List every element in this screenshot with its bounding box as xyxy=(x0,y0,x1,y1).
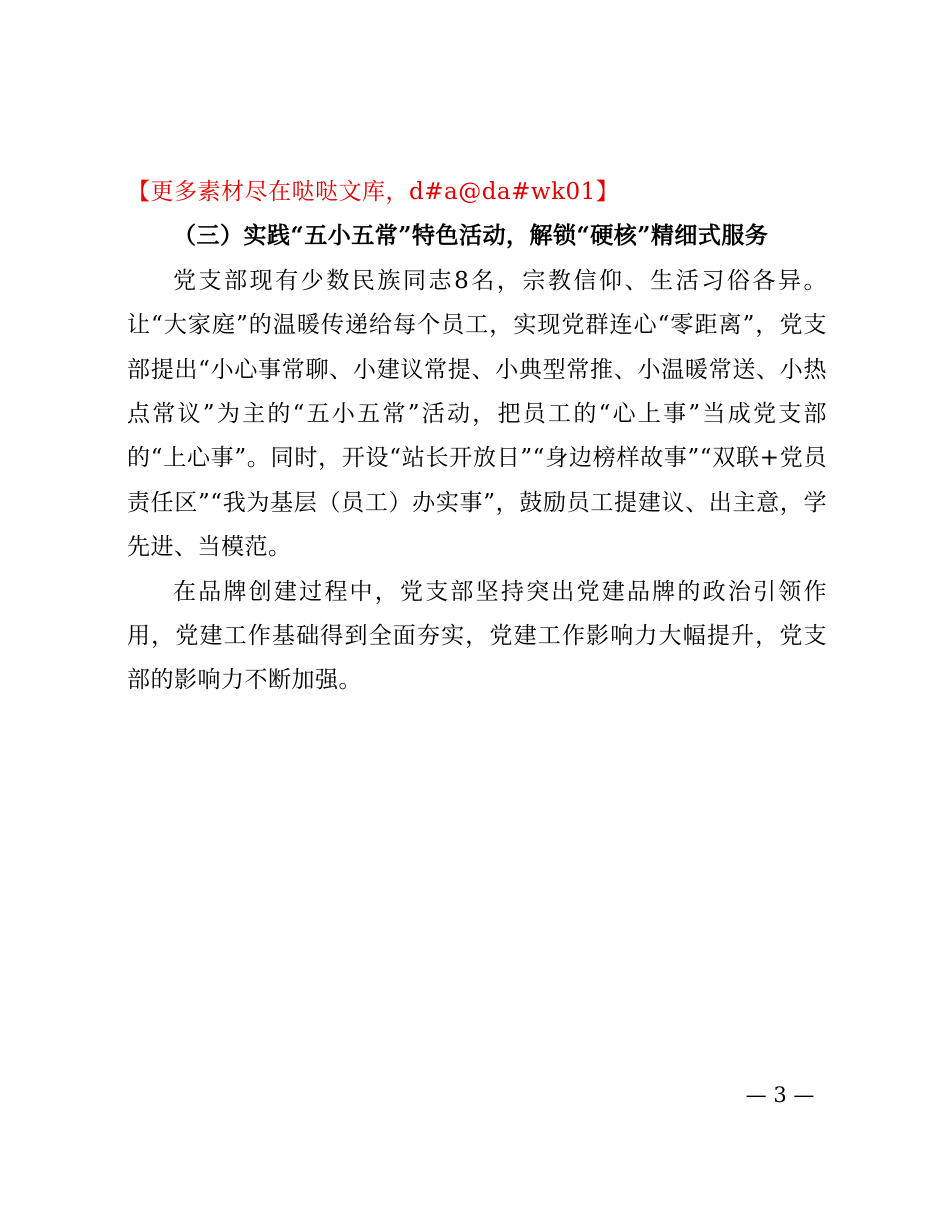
section-heading: （三）实践“五小五常”特色活动，解锁“硬核”精细式服务 xyxy=(173,222,769,250)
body-paragraph: 在品牌创建过程中，党支部坚持突出党建品牌的政治引领作用，党建工作基础得到全面夯实，党建工作影响力大幅提升，党支部的影响力不断加强。 xyxy=(127,578,827,694)
body-paragraph: 党支部现有少数民族同志8名，宗教信仰、生活习俗各异。让“大家庭”的温暖传递给每个员工，实现党群连心“零距离”，党支部提出“小心事常聊、小建议常提、小典型常推、小温暖常送、小热点常议”为主的“五小五常”活动，把员工的“心上事”当成党支部的“上心事”。同时，开设“站长开放日”“身边榜样故事”“双联+党员责任区”“我为基层（员工）办实事”，鼓励员工提建议、出主意，学先进、当模范。 xyxy=(127,267,827,561)
document-body xyxy=(127,170,827,703)
promo-line: 【更多素材尽在哒哒文库，d#a@da#wk01】 xyxy=(127,179,620,205)
page-number: — 3 — xyxy=(745,1083,815,1107)
